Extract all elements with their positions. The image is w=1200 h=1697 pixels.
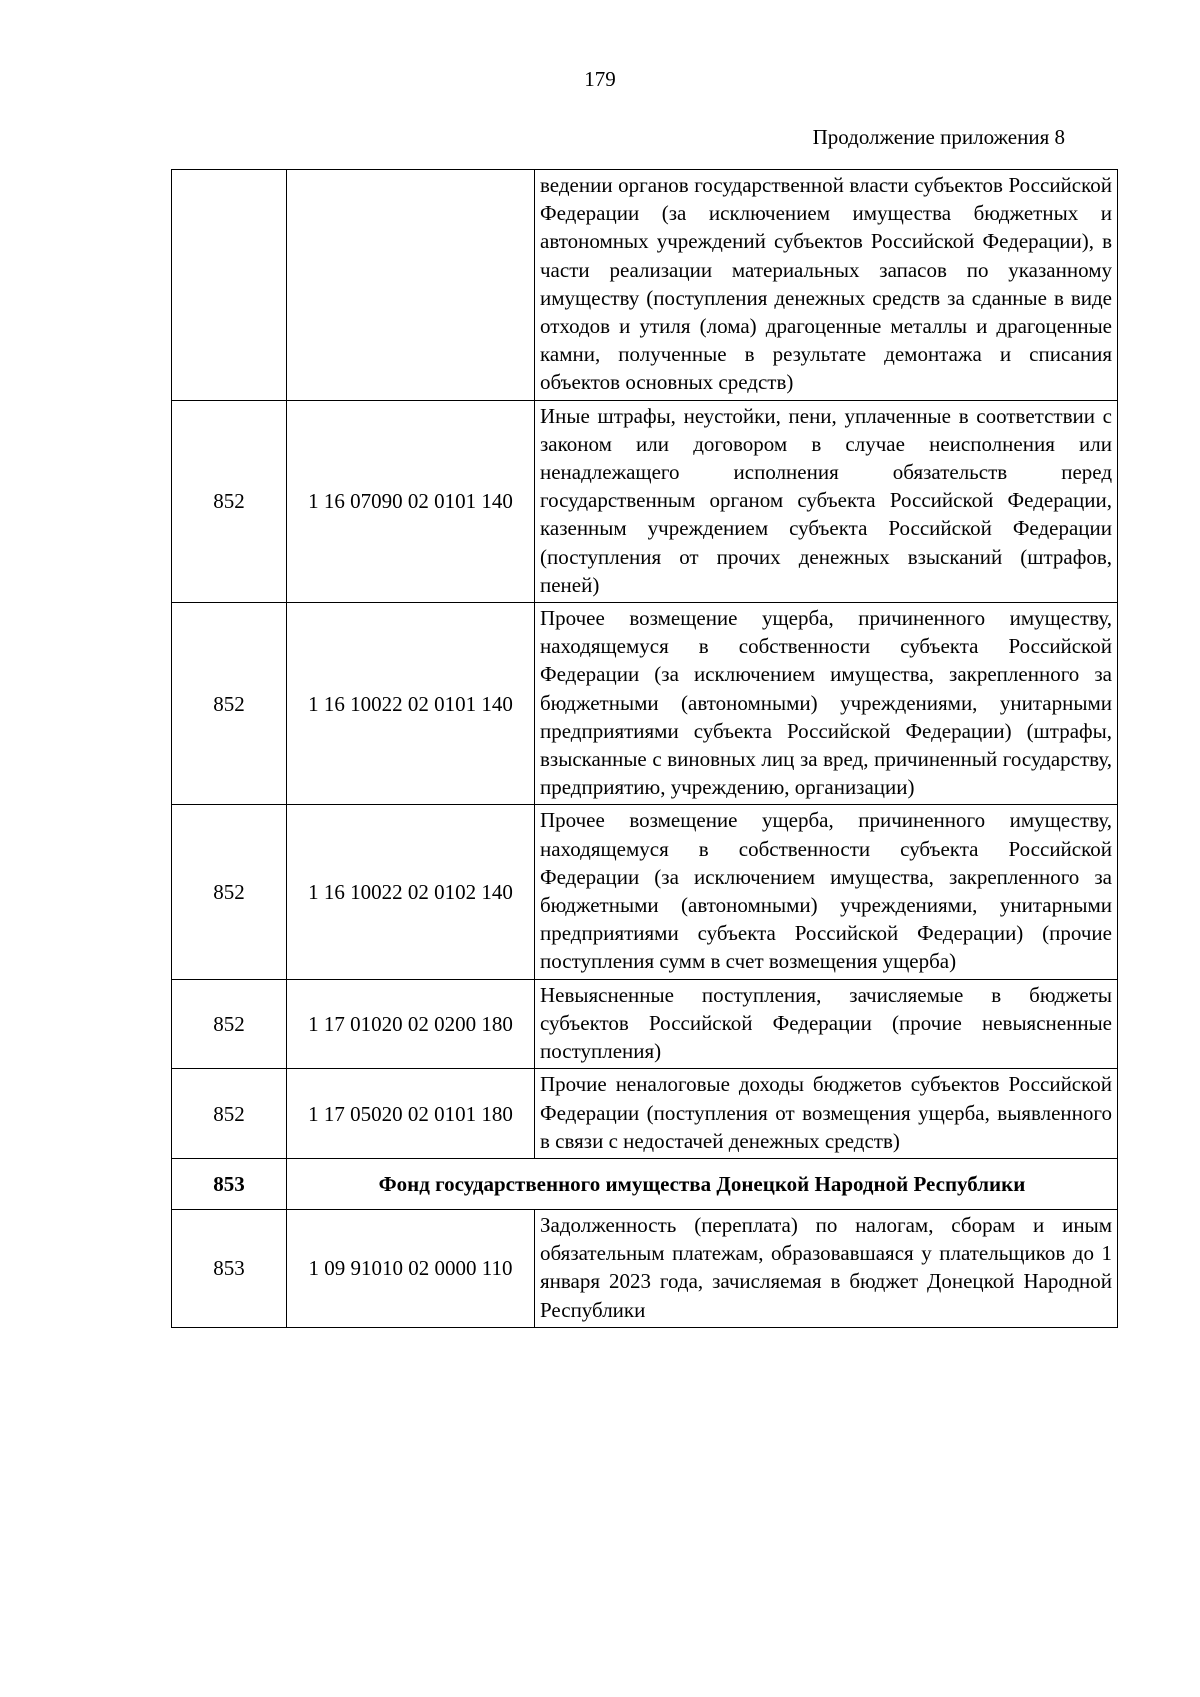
- admin-code-cell: 852: [172, 400, 287, 602]
- appendix-continuation-note: Продолжение приложения 8: [812, 125, 1065, 149]
- admin-code-cell: 852: [172, 1069, 287, 1159]
- description-cell: Невыясненные поступления, зачисляемые в бюджеты субъектов Российской Федерации (прочие невыясненные поступления): [535, 979, 1118, 1069]
- admin-code-cell: 852: [172, 979, 287, 1069]
- admin-code-cell: 853: [172, 1158, 287, 1209]
- admin-code-cell: 852: [172, 603, 287, 805]
- admin-code-cell: 852: [172, 805, 287, 979]
- budget-code-cell: [287, 170, 535, 401]
- page-number: 179: [584, 67, 616, 91]
- budget-revenue-table: [171, 169, 1118, 1328]
- description-cell: Прочее возмещение ущерба, причиненного имуществу, находящемуся в собственности субъекта Российской Федерации (за исключением имущества, закрепленного за бюджетными (автономными) учреждениями, унитарными предприятиями субъекта Российской Федерации) (штрафы, взысканные с виновных лиц за вред, причиненный государству, предприятию, учреждению, организации): [535, 603, 1118, 805]
- budget-code-cell: 1 16 07090 02 0101 140: [287, 400, 535, 602]
- administrator-header-row: [172, 1158, 1118, 1209]
- table-row: [172, 979, 1118, 1069]
- admin-code-cell: 853: [172, 1209, 287, 1327]
- budget-code-cell: 1 17 01020 02 0200 180: [287, 979, 535, 1069]
- budget-code-cell: 1 16 10022 02 0102 140: [287, 805, 535, 979]
- description-cell: ведении органов государственной власти субъектов Российской Федерации (за исключением имущества бюджетных и автономных учреждений субъектов Российской Федерации), в части реализации материальных запасов по указанному имуществу (поступления денежных средств за сданные в виде отходов и утиля (лома) драгоценные металлы и драгоценные камни, полученные в результате демонтажа и списания объектов основных средств): [535, 170, 1118, 401]
- description-cell: Прочее возмещение ущерба, причиненного имуществу, находящемуся в собственности субъекта Российской Федерации (за исключением имущества, закрепленного за бюджетными (автономными) учреждениями, унитарными предприятиями субъекта Российской Федерации) (прочие поступления сумм в счет возмещения ущерба): [535, 805, 1118, 979]
- administrator-title: Фонд государственного имущества Донецкой Народной Республики: [287, 1158, 1118, 1209]
- description-cell: Задолженность (переплата) по налогам, сборам и иным обязательным платежам, образовавшаяся у плательщиков до 1 января 2023 года, зачисляемая в бюджет Донецкой Народной Республики: [535, 1209, 1118, 1327]
- table-row: [172, 1069, 1118, 1159]
- admin-code-cell: [172, 170, 287, 401]
- table-row: [172, 170, 1118, 401]
- budget-code-cell: 1 09 91010 02 0000 110: [287, 1209, 535, 1327]
- description-cell: Прочие неналоговые доходы бюджетов субъектов Российской Федерации (поступления от возмещения ущерба, выявленного в связи с недостачей денежных средств): [535, 1069, 1118, 1159]
- description-cell: Иные штрафы, неустойки, пени, уплаченные в соответствии с законом или договором в случае неисполнения или ненадлежащего исполнения обязательств перед государственным органом субъекта Российской Федерации, казенным учреждением субъекта Российской Федерации (поступления от прочих денежных взысканий (штрафов, пеней): [535, 400, 1118, 602]
- table-row: [172, 805, 1118, 979]
- table-row: [172, 1209, 1118, 1327]
- table-row: [172, 603, 1118, 805]
- table-row: [172, 400, 1118, 602]
- budget-code-cell: 1 17 05020 02 0101 180: [287, 1069, 535, 1159]
- budget-code-cell: 1 16 10022 02 0101 140: [287, 603, 535, 805]
